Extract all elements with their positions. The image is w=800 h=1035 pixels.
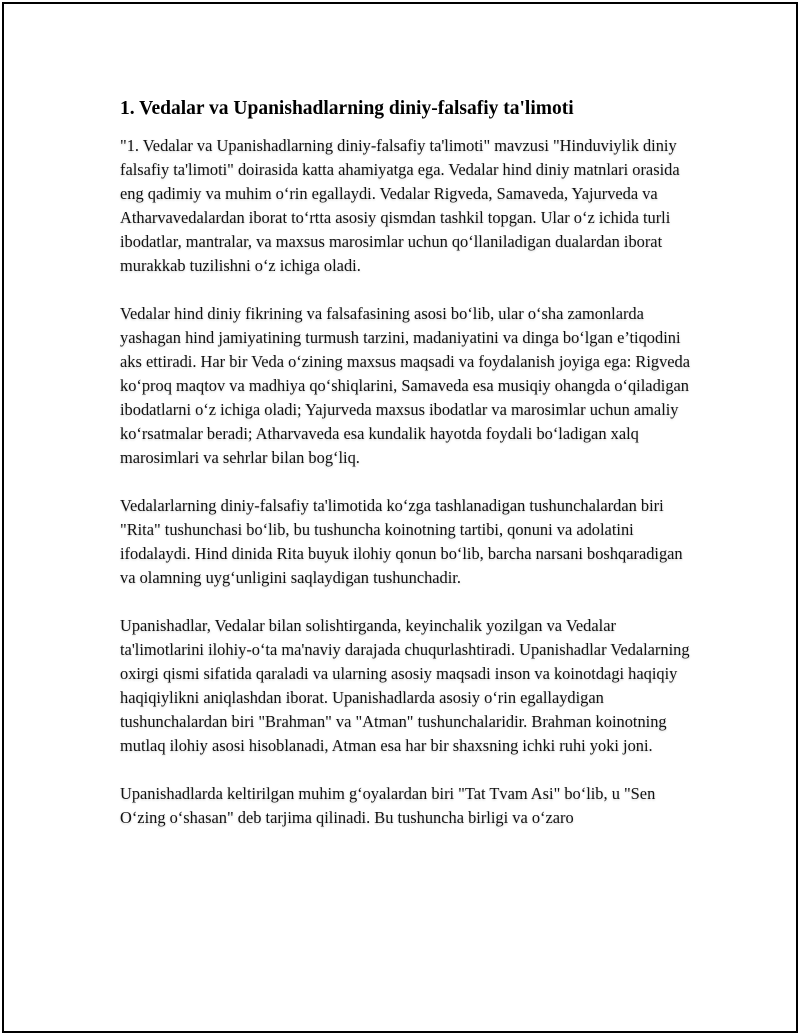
paragraph-tat-tvam-asi: Upanishadlarda keltirilgan muhim g‘oyalardan biri "Tat Tvam Asi" bo‘lib, u "Sen O‘zing o‘shasan" deb tarjima qilinadi. Bu tushuncha birligi va o‘zaro [120, 784, 656, 827]
paragraph-upanishadlar: Upanishadlar, Vedalar bilan solishtirganda, keyinchalik yozilgan va Vedalar ta'limotlarini ilohiy-o‘ta ma'naviy darajada chuqurlashtiradi. Upanishadlar Vedalarning oxirgi qismi sifatida qaraladi va ularning asosiy maqsadi inson va koinotdagi haqiqiy haqiqiylikni aniqlashdan iborat. Upanishadlarda asosiy o‘rin egallaydigan tushunchalardan biri "Brahman" va "Atman" tushunchalaridir. Brahman koinotning mutlaq ilohiy asosi hisoblanadi, Atman esa har bir shaxsning ichki ruhi yoki joni. [120, 616, 690, 755]
document-page [2, 2, 798, 1033]
paragraph-vedalar-purpose: Vedalar hind diniy fikrining va falsafasining asosi bo‘lib, ular o‘sha zamonlarda yashagan hind jamiyatining turmush tarzini, madaniyatini va dinga bo‘lgan e’tiqodini aks ettiradi. Har bir Veda o‘zining maxsus maqsadi va foydalanish joyiga ega: Rigveda ko‘proq maqtov va madhiya qo‘shiqlarini, Samaveda esa musiqiy ohangda o‘qiladigan ibodatlarni o‘z ichiga oladi; Yajurveda maxsus ibodatlar va marosimlar uchun amaliy ko‘rsatmalar beradi; Atharvaveda esa kundalik hayotda foydali bo‘ladigan xalq marosimlari va sehrlar bilan bog‘liq. [120, 304, 691, 467]
paragraph-vedalar-overview: "1. Vedalar va Upanishadlarning diniy-falsafiy ta'limoti" mavzusi "Hinduviylik diniy falsafiy ta'limoti" doirasida katta ahamiyatga ega. Vedalar hind diniy matnlari orasida eng qadimiy va muhim o‘rin egallaydi. Vedalar Rigveda, Samaveda, Yajurveda va Atharvavedalardan iborat to‘rtta asosiy qismdan tashkil topgan. Ular o‘z ichida turli ibodatlar, mantralar, va maxsus marosimlar uchun qo‘llaniladigan dualardan iborat murakkab tuzilishni o‘z ichiga oladi. [120, 136, 680, 275]
document-body [120, 97, 695, 854]
paragraph-rita-concept: Vedalarlarning diniy-falsafiy ta'limotida ko‘zga tashlanadigan tushunchalardan biri "Rita" tushunchasi bo‘lib, bu tushuncha koinotning tartibi, qonuni va adolatini ifodalaydi. Hind dinida Rita buyuk ilohiy qonun bo‘lib, barcha narsani boshqaradigan va olamning uyg‘unligini saqlaydigan tushunchadir. [120, 496, 683, 587]
document-title: 1. Vedalar va Upanishadlarning diniy-falsafiy ta'limoti [120, 98, 574, 119]
